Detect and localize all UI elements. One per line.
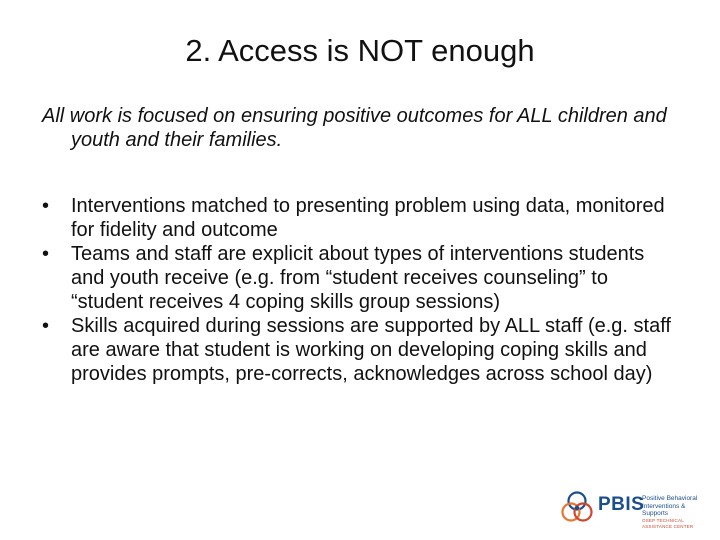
bullet-item (42, 194, 682, 242)
logo-description: Positive Behavioral Interventions & Supports (642, 495, 698, 517)
intro-text: All work is focused on ensuring positive outcomes for ALL children and youth and their families. (42, 105, 667, 151)
bullet-marker: • (42, 243, 50, 265)
bullet-text: Teams and staff are explicit about types of interventions students and youth receive (e.g. from “student receives counseling” to “student receives 4 coping skills group sessions) (71, 243, 645, 313)
bullet-text: Interventions matched to presenting problem using data, monitored for fidelity and outcome (71, 195, 665, 241)
bullet-list (42, 194, 682, 386)
slide-title: 2. Access is NOT enough (185, 33, 535, 68)
bullet-marker: • (42, 315, 50, 337)
bullet-marker: • (42, 195, 50, 217)
bullet-text: Skills acquired during sessions are supported by ALL staff (e.g. staff are aware that student is working on developing coping skills and provides prompts, pre-corrects, acknowledges across school day) (71, 315, 671, 385)
bullet-item (42, 242, 682, 314)
pbis-emblem-icon (560, 489, 594, 527)
logo-wordmark: PBIS (598, 494, 645, 515)
pbis-logo (560, 489, 710, 529)
bullet-item (42, 314, 682, 386)
logo-subtitle: OSEP TECHNICAL ASSISTANCE CENTER (642, 518, 694, 529)
